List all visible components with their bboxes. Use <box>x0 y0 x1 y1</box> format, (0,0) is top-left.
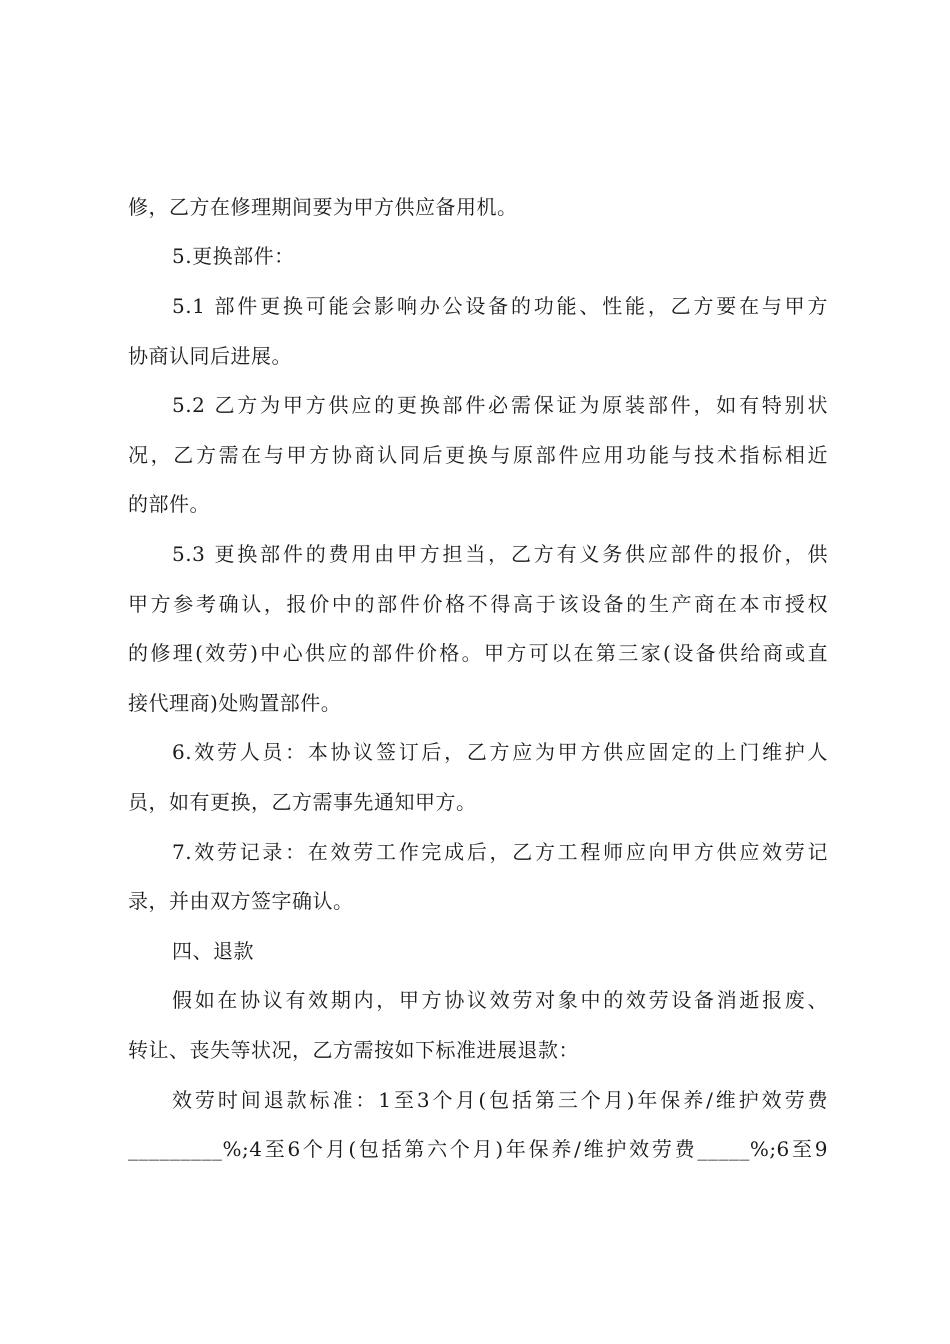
text-line: 5.1 部件更换可能会影响办公设备的功能、性能，乙方要在与甲方 <box>172 294 828 318</box>
text-line: 5.3 更换部件的费用由甲方担当，乙方有义务供应部件的报价，供 <box>172 542 828 566</box>
text-line: 接代理商)处购置部件。 <box>128 691 342 715</box>
section-heading: 四、退款 <box>172 939 254 963</box>
text-line: 录，并由双方签字确认。 <box>128 889 354 913</box>
text-line: 假如在协议有效期内，甲方协议效劳对象中的效劳设备消逝报废、 <box>172 988 828 1012</box>
text-line: 甲方参考确认，报价中的部件价格不得高于该设备的生产商在本市授权 <box>128 592 828 616</box>
text-line: 5.2 乙方为甲方供应的更换部件必需保证为原装部件，如有特别状 <box>172 393 828 417</box>
text-line: 的部件。 <box>128 492 210 516</box>
section-heading: 5.更换部件： <box>172 244 295 268</box>
text-line: 协商认同后进展。 <box>128 344 292 368</box>
text-line: 转让、丧失等状况，乙方需按如下标准进展退款： <box>128 1038 579 1062</box>
text-line: 员，如有更换，乙方需事先通知甲方。 <box>128 790 477 814</box>
text-line: 况，乙方需在与甲方协商认同后更换与原部件应用功能与技术指标相近 <box>128 443 828 467</box>
text-line: 的修理(效劳)中心供应的部件价格。甲方可以在第三家(设备供给商或直 <box>128 641 828 665</box>
text-line: _________%;4至6个月(包括第六个月)年保养/维护效劳费_____%;6至9 <box>128 1137 828 1161</box>
text-line: 7.效劳记录：在效劳工作完成后，乙方工程师应向甲方供应效劳记 <box>172 840 828 864</box>
text-line: 修，乙方在修理期间要为甲方供应备用机。 <box>128 195 518 219</box>
text-line: 效劳时间退款标准：1至3个月(包括第三个月)年保养/维护效劳费 <box>172 1088 828 1112</box>
text-line: 6.效劳人员：本协议签订后，乙方应为甲方供应固定的上门维护人 <box>172 740 828 764</box>
